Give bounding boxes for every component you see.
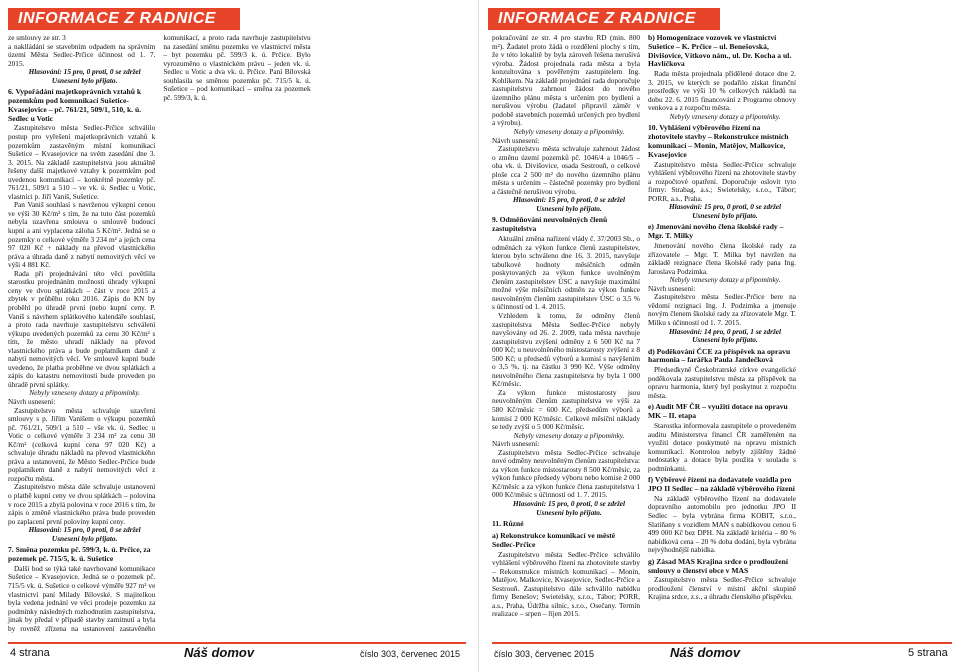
- section-heading: 7. Směna pozemku pč. 599/3, k. ú. Prčice, za pozemek pč. 715/5, k. ú. Sušetice: [8, 545, 151, 564]
- paragraph: Aktuální změna nařízení vlády č. 37/2003 Sb., o odměnách za výkon funkce členů zastupitelstev, kterou bylo schváleno dne 16. 3. 2015, navyšuje tabulkové hodnoty měsíčních odměn poskytovaných za výkon funkce uvolněným členům zastupitelstev ÚSC a navyšuje maximální možné výše měsíčních odměn za výkon funkce neuvolněným členům zastupitelstev ÚSC o 3,5 % s účinností od 1. 4. 2015.: [492, 234, 640, 312]
- paragraph: Rada při projednávání této věci povětšila starostku projednáním možnosti úhrady výkupní ceny ve dvou splátkách – část v roce 2015 a zbytek v průběhu roku 2016. Zápis do KN by proběhl po úhradě první (nebo kupní ceny. P. Vaniš s návrhem splátkového kalendáře souhlasí, a proto rada navrhuje zastupitelstvu schválení výkupu uvedených pozemků za cenu 30 Kč/m² s tím, že město uhradí náklady na převod vlastnického práva a bude poplatníkem daně z nabytí nemovitých věcí. Ve smlouvě kupní bude uvedeno, že platba proběhne ve dvou splátkách a zápis do katastru nemovitostí bude proveden po úhradě první splátky.: [8, 268, 156, 389]
- paragraph: Zastupitelstvo města schvaluje zahrnout žádost o změnu území pozemků pč. 1046/4 a 1046/5 – oba vk. ú. Divišovice, osada Sestrouň, o celkové ploše cca 2 500 m² do nového územního plánu města s určením – částečně pozemky pro bydlení a částečně nerušivou výrobu.: [492, 144, 640, 196]
- footer-rule-right: [492, 642, 952, 644]
- paragraph: Zastupitelstvo města Sedlec-Prčice schvaluje nové odměny neuvolněným členům zastupitelstva: za výkon funkce místostarosty 8 500 Kč/měsíc, za výkon funkce předsedy výboru nebo komise 2 000 Kč/měsíc a za výkon funkce člena zastupitelstva 1 000 Kč/měsíc s účinností od 1. 7. 2015.: [492, 447, 640, 500]
- resolution-line: Usnesení bylo přijato.: [536, 507, 602, 517]
- remark-line: Nebyly vzneseny dotazy a připomínky.: [513, 430, 625, 440]
- resolution-line: Usnesení bylo přijato.: [692, 210, 758, 220]
- left-page-columns: [8, 34, 466, 634]
- paragraph: Za výkon funkce místostarosty jsou neuvolněným členům zastupitelstva ve výši za 580 Kč/měsíc = 600 Kč, předsedům výborů a komisí 2 000 Kč/měsíc. Celkové měsíční náklady se tedy zvýší o 5 000 Kč/měsíc.: [492, 387, 640, 432]
- right-page: [492, 34, 952, 634]
- resolution-line: Hlasování: 15 pro, 0 proti, 0 se zdržel: [28, 67, 141, 77]
- paragraph: Zastupitelstvo města Sedlec-Prčice schvaluje prodloužení členství v místní akční skupině Krajina srdce, z.s., a úhradu členského příspěvku.: [648, 575, 796, 602]
- remark-line: Nebyly vzneseny dotazy a připomínky.: [513, 127, 625, 137]
- paragraph: a naklládání se stavebním odpadem na správním území Města Sedlec-Prčice účinnost od 1. 7. 2015.: [8, 41, 156, 68]
- paragraph: Návrh usnesení:: [492, 135, 540, 145]
- paragraph: Další bod se týká také navrhované komunikace Sušetice – Kvasejovice. Jedná se o pozemek pč. 715/5 vk. ú. Sušetice o celkové výměře 927 m² ve vlastnictví paní Milady Bílovské. S majitelkou byla vedena jednání ve věci prodeje pozemku za podmínky následných rozhodnutím zastupitelstva, jinak by předal v případě stavby zamítnutí a byla by rovněž zřízena na ustanovení zastavěného komunikací, a proto rada navrhuje zastupitelstvu na zasedání směnu pozemku ve vlastnictví města – byt pozemku pč. 599/3 k. ú. Prčice. Bylo vyrozuměno o vlastnickém právu – jeden vk. ú. Sedlec u Votic a dva vk. ú. Prčice. Paní Bílovská souhlasila se směnou pozemku pč. 715/5 k. ú. Sušetice – pod komunikací – směna za pozemek pč. 599/3, k. ú.: [8, 33, 311, 633]
- paragraph: ze smlouvy ze str. 3: [8, 33, 66, 42]
- paragraph: Zastupitelstvo města Sedlec-Prčice bere na vědomí rezignaci Ing. J. Podzimka a jmenuje novým členem školské rady za zřizovatele Mgr. T. Milku s účinností od 1. 7. 2015.: [648, 292, 796, 327]
- section-heading: d) Poděkování ČCE za příspěvek na opravu harmonia – farářka Paula Jandečková: [648, 346, 791, 365]
- left-brand-name: Náš domov: [184, 645, 255, 660]
- page-spine: [478, 0, 479, 672]
- paragraph: Návrh usnesení:: [8, 396, 56, 406]
- paragraph: Zastupitelstvo města schvaluje uzavření smlouvy s p. Jiřím Vanišem o výkupu pozemků pč. 761/21, 509/1 a 510 – vše vk. ú. Sedlec u Votic o celkové výměře 3 234 m² za cenu 30 Kč/m² (celková kupní cena 97 020 Kč) a schvaluje úhradu nákladů na převod vlastnického práva a ustanovení, že Město Sedlec-Prčice bude poplatníkem daně z nabytí nemovitých věcí z rozpočtu města.: [8, 405, 156, 483]
- resolution-line: Usnesení bylo přijato.: [51, 533, 118, 543]
- right-page-header: INFORMACE Z RADNICE: [488, 8, 720, 30]
- paragraph: Rada města projednala přidělené dotace dne 2. 3. 2015, ve kterých se podařilo získat finanční prostředky ve výši 10 % celkových nákladů na dobu 22. 6. 2015 financování z Programu obnovy venkova a z rozpočtu města.: [648, 69, 796, 113]
- remark-line: Nebyly vzneseny dotazy a připomínky.: [669, 111, 781, 121]
- right-brand-name: Náš domov: [670, 645, 741, 660]
- paragraph: Jmenování nového člena školské rady za zřizovatele – Mgr. T. Milka byl navržen na základě rezignace člena školské rady pana Ing. Jaroslava Podzimka.: [648, 241, 796, 276]
- remark-line: Nebyly vzneseny dotazy a připomínky.: [29, 388, 141, 398]
- paragraph: Vzhledem k tomu, že odměny členů zastupitelstva Města Sedlec-Prčice nebyly navyšovány od 26. 2. 2009, rada města navrhuje zastupitelstvu zvýšení odměny z 6 500 Kč na 7 000 Kč; u neuvolněného místostarosty zvýšení z 8 500 Kč; u předsedů výborů a komisí s navýšením o 3,5 %, tj. na částku 3 990 Kč. Výše odměny neuvolněného člena zastupitelstva by byla 1 000 Kč/měsíc.: [492, 311, 640, 389]
- left-page-number: 4 strana: [10, 647, 50, 659]
- section-heading: g) Zásad MAS Krajina srdce o prodloužení smlouvy o členství obce v MAS: [648, 556, 788, 575]
- section-heading: e) Jmenování nového člena školské rady – Mgr. T. Milky: [648, 222, 784, 241]
- paragraph: Zastupitelstvo města dále schvaluje ustanovení o platbě kupní ceny ve dvou splátkách – polovina v roce 2015 a zbylá polovina v roce 2016 s tím, že zápis o změně vlastnického práva bude proveden po zaplacení první poloviny kupní ceny.: [8, 482, 156, 526]
- right-page-columns: [492, 34, 952, 634]
- resolution-line: Usnesení bylo přijato.: [536, 203, 602, 213]
- left-page: [8, 34, 466, 634]
- paragraph: Pan Vaniš souhlasí s navrženou výkupní cenou ve výši 30 Kč/m² s tím, že na tuto část pozemků nebyla uzavřena smlouva o smlouvě budoucí kupní a ani vyplacena záloha 5 Kč/m². Jedná se o pozemky o celkové výměře 3 234 m² a jejich cena 97 020 Kč + náklady na převod vlastnického práva a úhrada daně z nabytí nemovitých věcí ve výši 4 881 Kč.: [8, 200, 156, 270]
- resolution-line: Hlasování: 14 pro, 0 proti, 1 se zdržel: [668, 326, 782, 336]
- paragraph: Zastupitelstvo města Sedlec-Prčice schválilo postup pro vyřešení majetkoprávních vztahů k pozemkům zastavěným místní komunikací Sušetice – Kvasejovice na svém zasedání dne 3. 3. 2015. Na základě zastupitelstva jsou aktuálně řešeny další majetkové vztahy k pozemkům pod uvedenou komunikací – konkrétně pozemky pč. 761/21, 509/1 a 510 – ve vk. ú. Sedlec u Votic, vlastníci p. Jiří Vaniš, Sušetice.: [8, 123, 156, 201]
- right-page-number: 5 strana: [908, 647, 948, 659]
- footer-rule-left: [8, 642, 466, 644]
- paragraph: pokračování ze str. 4 pro stavbu RD (min. 800 m²). Žadatel proto žádá o rozdělení plochy s tím, že v této lokalitě by byla zároveň řešena nerušivá výroba. Žádost projednala rada města a byla konzultována s pověřeným zastupitelem Ing. Kohlíkem. Na základě projednání rada doporučuje zastupitelstvu zahrnout žádost do nového územního plánu města s určením pro bydlení a nerušivou výrobu (žadatel připravil záměr v podobě stavebních pozemků určených pro bydlení a výrobu).: [492, 33, 640, 128]
- paragraph: Návrh usnesení:: [492, 439, 540, 449]
- paragraph: Na základě výběrového řízení na dodavatele dopravního automobilu pro jednotku JPO II Sedlec – byla vybrána firma KOBIT, s.r.o., Slatiňany s vozidlem MAN s nabídkovou cenou 6 499 000 Kč bez DPH. Na základě kritéria – 80 % nabídková cena – 20 % doba dodání, byla vybrána nejvýhodnější nabídka.: [648, 493, 796, 555]
- resolution-line: Hlasování: 15 pro, 0 proti, 0 se zdržel: [512, 195, 626, 205]
- paragraph: Návrh usnesení:: [648, 283, 696, 293]
- section-heading: 10. Vyhlášení výběrového řízení na zhotovitele stavby – Rekonstrukce místních komunikací – Monín, Matějov, Malkovice, Kvasejovice: [648, 123, 789, 159]
- section-heading: a) Rekonstrukce komunikací ve městě Sedlec-Prčice: [492, 530, 616, 549]
- remark-line: Nebyly vzneseny dotazy a připomínky.: [669, 275, 781, 285]
- paragraph: Zastupitelstvo města Sedlec-Prčice schvaluje vyhlášení výběrového řízení na zhotovitele stavby a rozpočtové opatření. Doporučuje oslovit tyto firmy: Strabag, a.s.; Swietelsky, s.r.o., Tábor; PORR, a.s., Praha.: [648, 159, 796, 203]
- section-heading: 11. Různé: [492, 519, 524, 529]
- section-heading: f) Výběrové řízení na dodavatele vozidla pro JPO II Sedlec – na základě výběrového řízení: [648, 475, 795, 494]
- paragraph: Předsedkyně Českobratrské církve evangelické poděkovala zastupitelstvu města za příspěvek na opravu harmonia, který byl poskytnut z rozpočtu města.: [648, 365, 796, 400]
- resolution-line: Hlasování: 15 pro, 0 proti, 0 se zdržel: [28, 525, 141, 535]
- section-heading: b) Homogenizace vozovek ve vlastnictví Sušetice – K. Prčice – ul. Benešovská, Divišovice, Vítkovo nám., ul. Dr. Kocha a ul. Havlíčkova: [648, 33, 792, 69]
- resolution-line: Hlasování: 15 pro, 0 proti, 0 se zdržel: [512, 499, 626, 509]
- section-heading: 9. Odměňování neuvolněných členů zastupitelstva: [492, 215, 608, 234]
- section-heading: 6. Vypořádání majetkoprávních vztahů k pozemkům pod komunikací Sušetice-Kvasejovice – pč. 761/21, 509/1, 510, k. ú. Sedlec u Votic: [8, 87, 142, 123]
- resolution-line: Usnesení bylo přijato.: [51, 75, 118, 85]
- right-issue-label: číslo 303, červenec 2015: [494, 649, 595, 659]
- section-heading: e) Audit MF ČR – využití dotace na opravu MK – II. etapa: [648, 402, 788, 421]
- resolution-line: Usnesení bylo přijato.: [692, 335, 758, 345]
- left-page-header: INFORMACE Z RADNICE: [8, 8, 240, 30]
- resolution-line: Hlasování: 15 pro, 0 proti, 0 se zdržel: [668, 202, 782, 212]
- paragraph: Zastupitelstvo města Sedlec-Prčice schválilo vyhlášení výběrového řízení na zhotovitele stavby – Rekonstrukce místních komunikací – Monín, Matějov, Malkovice, Kvasejovice, Sedlec-Prčice a Sestrouň. Zastupitelstvo dále schválilo nabídku firmy Benešov; Swietelsky, s.r.o., Tábor; PORR, a.s., Praha, Údržba silnic, s.r.o., Osečany. Termín realizace – srpen – říjen 2015.: [492, 549, 640, 619]
- footer: [0, 642, 960, 664]
- paragraph: Starostka informovala zastupitele o provedeném auditu Ministerstva financí ČR zaměřeném na využití dotace poskytnuté na opravu místních komunikací. Kontrolou nebyly zjištěny žádné nedostatky a dotace byla použita v souladu s podmínkami.: [648, 421, 796, 473]
- left-issue-label: číslo 303, červenec 2015: [360, 649, 461, 659]
